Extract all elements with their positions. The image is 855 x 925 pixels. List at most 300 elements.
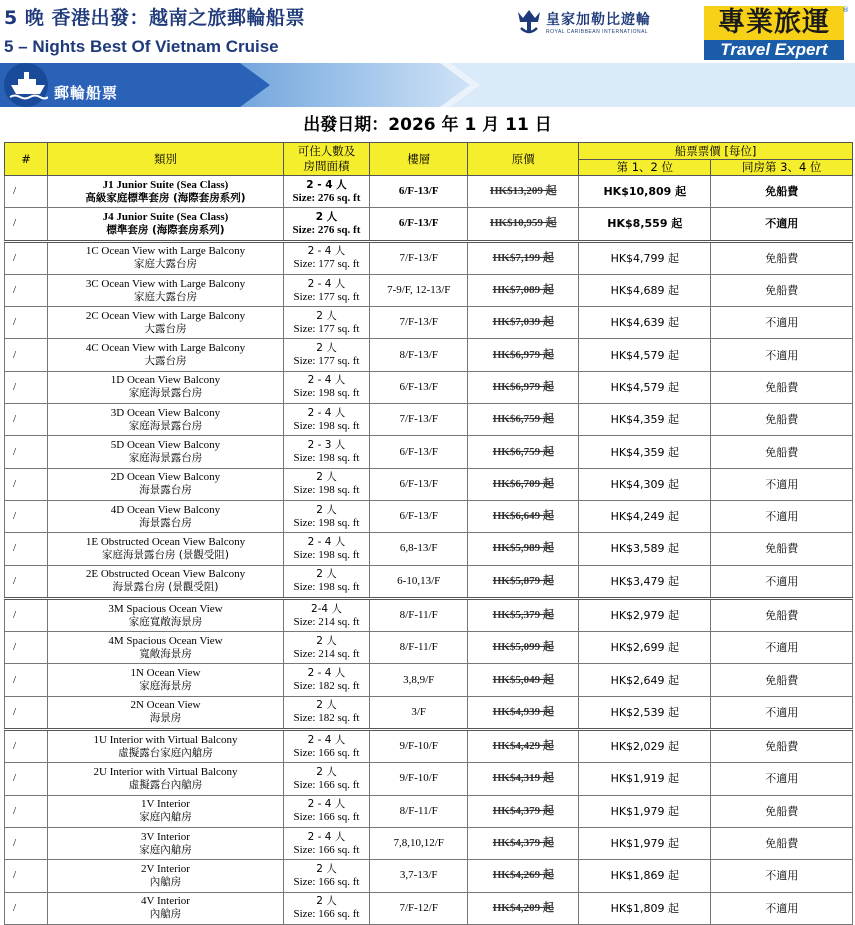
table-row (5, 827, 853, 859)
row-capacity (283, 664, 369, 696)
row-capacity (283, 565, 369, 598)
row-deck: 8/F-11/F (370, 598, 468, 631)
row-fare-12: HK$4,639 起 (579, 307, 711, 339)
table-row (5, 730, 853, 763)
row-deck: 6/F-13/F (370, 500, 468, 532)
row-deck: 3,8,9/F (370, 664, 468, 696)
row-type-zh: 虛擬露台家庭內艙房 (118, 746, 213, 759)
row-original-price: HK$6,979 起 (468, 339, 579, 371)
table-row (5, 274, 853, 306)
row-fare-12: HK$3,479 起 (579, 565, 711, 598)
table-row (5, 565, 853, 598)
te-logo-zh: 專業旅運 (704, 6, 844, 40)
row-type-en: 2E Obstructed Ocean View Balcony (85, 568, 246, 581)
row-original-price: HK$7,199 起 (468, 241, 579, 274)
row-deck: 6/F-13/F (370, 208, 468, 241)
row-type-en: 2N Ocean View (130, 699, 201, 712)
row-fare-12: HK$4,249 起 (579, 500, 711, 532)
row-fare-12: HK$4,359 起 (579, 404, 711, 436)
row-capacity (283, 339, 369, 371)
row-fare-12: HK$4,689 起 (579, 274, 711, 306)
row-type (48, 404, 284, 436)
row-original-price: HK$6,709 起 (468, 468, 579, 500)
row-type-zh: 內艙房 (149, 908, 182, 921)
row-type-zh: 虛擬露台內艙房 (128, 778, 203, 791)
row-capacity-persons: 2 人 (316, 309, 337, 322)
row-type-en: 2V Interior (140, 862, 190, 875)
row-capacity-size: Size: 198 sq. ft (293, 484, 360, 497)
row-fare-34: 不適用 (711, 763, 853, 795)
row-type-en: 2U Interior with Virtual Balcony (93, 765, 238, 778)
row-num: / (5, 730, 48, 763)
row-num: / (5, 892, 48, 924)
row-fare-34: 免船費 (711, 664, 853, 696)
row-type-en: 2D Ocean View Balcony (110, 471, 221, 484)
row-type (48, 565, 284, 598)
te-logo-reg: ® (842, 6, 849, 14)
row-capacity-persons: 2 人 (316, 634, 337, 647)
row-type-en: 1U Interior with Virtual Balcony (93, 733, 238, 746)
row-capacity-size: Size: 166 sq. ft (293, 811, 360, 824)
row-type-zh: 家庭寬敞海景房 (128, 615, 203, 628)
row-capacity-size: Size: 198 sq. ft (293, 387, 360, 400)
row-capacity (283, 274, 369, 306)
header-capacity (283, 143, 369, 176)
row-type-zh: 家庭海景露台房 (128, 452, 203, 465)
row-fare-12: HK$1,919 起 (579, 763, 711, 795)
row-num: / (5, 632, 48, 664)
row-fare-34: 免船費 (711, 795, 853, 827)
row-capacity-persons: 2 人 (316, 699, 337, 712)
row-original-price: HK$7,089 起 (468, 274, 579, 306)
row-fare-12: HK$2,539 起 (579, 696, 711, 729)
row-original-price: HK$5,099 起 (468, 632, 579, 664)
row-fare-34: 不適用 (711, 468, 853, 500)
row-num: / (5, 404, 48, 436)
row-type-en: 5D Ocean View Balcony (110, 439, 221, 452)
row-type-en: 4M Spacious Ocean View (108, 634, 223, 647)
row-type (48, 436, 284, 468)
row-capacity-size: Size: 198 sq. ft (293, 548, 360, 561)
row-fare-12: HK$4,359 起 (579, 436, 711, 468)
row-type-zh: 海景露台房 (139, 484, 192, 497)
row-original-price: HK$6,759 起 (468, 404, 579, 436)
row-type-zh: 高級家庭標準套房 (海際套房系列) (85, 191, 246, 204)
row-capacity (283, 468, 369, 500)
row-fare-34: 不適用 (711, 307, 853, 339)
row-type-en: 1C Ocean View with Large Balcony (85, 245, 246, 258)
row-deck: 6/F-13/F (370, 176, 468, 208)
row-fare-34: 免船費 (711, 404, 853, 436)
row-num: / (5, 860, 48, 892)
row-capacity (283, 892, 369, 924)
row-type-zh: 內艙房 (149, 875, 182, 888)
table-row (5, 632, 853, 664)
row-deck: 7/F-13/F (370, 404, 468, 436)
row-type (48, 500, 284, 532)
row-deck: 6/F-13/F (370, 371, 468, 403)
row-fare-12: HK$4,799 起 (579, 241, 711, 274)
row-fare-34: 免船費 (711, 371, 853, 403)
row-type-zh: 海景房 (149, 712, 182, 725)
row-type-en: 2C Ocean View with Large Balcony (85, 309, 246, 322)
row-type-zh: 家庭海景露台房 (景觀受阻) (101, 548, 229, 561)
row-deck: 3/F (370, 696, 468, 729)
row-capacity-size: Size: 177 sq. ft (293, 355, 360, 368)
row-capacity-size: Size: 166 sq. ft (293, 778, 360, 791)
row-type (48, 763, 284, 795)
row-fare-12: HK$4,309 起 (579, 468, 711, 500)
row-num: / (5, 565, 48, 598)
row-fare-34: 不適用 (711, 208, 853, 241)
row-capacity (283, 763, 369, 795)
row-capacity-persons: 2 - 4 人 (307, 277, 346, 290)
row-type-en: 1V Interior (140, 798, 190, 811)
row-fare-12: HK$1,869 起 (579, 860, 711, 892)
table-row (5, 241, 853, 274)
row-original-price: HK$4,939 起 (468, 696, 579, 729)
travel-expert-logo (704, 6, 849, 60)
row-fare-12: HK$2,699 起 (579, 632, 711, 664)
row-capacity-size: Size: 166 sq. ft (293, 908, 360, 921)
row-type-en: J4 Junior Suite (Sea Class) (102, 210, 229, 223)
row-deck: 7/F-13/F (370, 307, 468, 339)
row-num: / (5, 307, 48, 339)
row-num: / (5, 339, 48, 371)
row-deck: 6,8-13/F (370, 533, 468, 565)
row-type-zh: 大露台房 (144, 355, 187, 368)
row-deck: 8/F-11/F (370, 632, 468, 664)
row-capacity (283, 436, 369, 468)
rc-logo-zh: 皇家加勒比遊輪 (546, 12, 651, 28)
header-num: # (5, 143, 48, 176)
row-original-price: HK$5,989 起 (468, 533, 579, 565)
row-type (48, 795, 284, 827)
row-num: / (5, 274, 48, 306)
row-type (48, 274, 284, 306)
row-fare-34: 免船費 (711, 827, 853, 859)
row-capacity-persons: 2 人 (316, 471, 337, 484)
row-capacity-size: Size: 182 sq. ft (293, 712, 360, 725)
header-capacity-2: 房間面積 (303, 159, 350, 173)
header-deck: 樓層 (370, 143, 468, 176)
row-type-en: 1N Ocean View (130, 667, 201, 680)
header-original: 原價 (468, 143, 579, 176)
row-fare-12: HK$10,809 起 (579, 176, 711, 208)
row-num: / (5, 763, 48, 795)
row-fare-34: 不適用 (711, 892, 853, 924)
table-row (5, 371, 853, 403)
row-capacity-persons: 2 人 (316, 342, 337, 355)
row-type-zh: 標準套房 (海際套房系列) (106, 223, 225, 236)
row-fare-34: 不適用 (711, 565, 853, 598)
row-type-en: 3V Interior (140, 830, 190, 843)
row-fare-12: HK$2,649 起 (579, 664, 711, 696)
row-capacity-persons: 2-4 人 (310, 602, 342, 615)
row-fare-34: 不適用 (711, 339, 853, 371)
row-type-zh: 寬敞海景房 (139, 647, 192, 660)
row-capacity (283, 241, 369, 274)
row-fare-34: 不適用 (711, 632, 853, 664)
crown-anchor-icon (516, 8, 542, 36)
header-fare-12: 第 1、2 位 (579, 160, 711, 176)
row-fare-12: HK$1,979 起 (579, 827, 711, 859)
row-num: / (5, 598, 48, 631)
row-deck: 7,8,10,12/F (370, 827, 468, 859)
table-row (5, 598, 853, 631)
row-capacity (283, 208, 369, 241)
page-title-zh: 5 晚 香港出發：越南之旅郵輪船票 (4, 7, 305, 29)
row-capacity (283, 307, 369, 339)
row-capacity (283, 176, 369, 208)
row-fare-12: HK$4,579 起 (579, 339, 711, 371)
row-type-zh: 家庭內艙房 (139, 811, 192, 824)
row-capacity-size: Size: 166 sq. ft (293, 875, 360, 888)
row-capacity (283, 827, 369, 859)
row-original-price: HK$10,959 起 (468, 208, 579, 241)
row-capacity-persons: 2 - 4 人 (307, 535, 346, 548)
fare-table (4, 142, 853, 925)
table-row (5, 176, 853, 208)
row-num: / (5, 533, 48, 565)
section-banner (0, 63, 855, 107)
row-fare-12: HK$1,809 起 (579, 892, 711, 924)
row-type-zh: 家庭海景房 (139, 680, 192, 693)
row-fare-34: 免船費 (711, 533, 853, 565)
row-original-price: HK$7,039 起 (468, 307, 579, 339)
row-type (48, 730, 284, 763)
te-logo-en: Travel Expert (704, 40, 844, 60)
header-fare-group: 船票票價 [每位] (579, 143, 853, 160)
row-deck: 9/F-10/F (370, 763, 468, 795)
row-num: / (5, 241, 48, 274)
row-original-price: HK$4,209 起 (468, 892, 579, 924)
row-type-en: 4V Interior (140, 895, 190, 908)
row-type-en: 1D Ocean View Balcony (110, 374, 221, 387)
row-num: / (5, 795, 48, 827)
row-fare-34: 免船費 (711, 436, 853, 468)
table-row (5, 404, 853, 436)
row-type-zh: 大露台房 (144, 322, 187, 335)
row-num: / (5, 827, 48, 859)
table-row (5, 696, 853, 729)
row-type (48, 176, 284, 208)
row-fare-34: 免船費 (711, 730, 853, 763)
row-capacity-persons: 2 - 4 人 (307, 830, 346, 843)
row-type-zh: 家庭大露台房 (133, 258, 197, 271)
row-type (48, 307, 284, 339)
row-type (48, 208, 284, 241)
row-original-price: HK$4,429 起 (468, 730, 579, 763)
row-capacity-persons: 2 - 4 人 (307, 667, 346, 680)
table-row (5, 468, 853, 500)
row-capacity (283, 696, 369, 729)
row-deck: 7/F-12/F (370, 892, 468, 924)
row-type-zh: 家庭海景露台房 (128, 387, 203, 400)
row-type (48, 533, 284, 565)
row-original-price: HK$5,379 起 (468, 598, 579, 631)
table-row (5, 795, 853, 827)
row-original-price: HK$5,049 起 (468, 664, 579, 696)
row-capacity-persons: 2 - 4 人 (306, 178, 347, 191)
row-capacity-size: Size: 198 sq. ft (293, 452, 360, 465)
row-capacity-size: Size: 166 sq. ft (293, 746, 360, 759)
row-capacity (283, 500, 369, 532)
row-capacity-size: Size: 182 sq. ft (293, 680, 360, 693)
row-capacity-persons: 2 人 (316, 895, 337, 908)
page-title-en: 5 – Nights Best Of Vietnam Cruise (4, 37, 279, 56)
row-capacity-size: Size: 276 sq. ft (292, 223, 361, 236)
row-fare-12: HK$2,979 起 (579, 598, 711, 631)
row-deck: 7/F-13/F (370, 241, 468, 274)
row-type-zh: 海景露台房 (景觀受阻) (112, 581, 219, 594)
row-capacity (283, 371, 369, 403)
row-capacity (283, 404, 369, 436)
row-type-en: 4C Ocean View with Large Balcony (85, 342, 246, 355)
row-num: / (5, 176, 48, 208)
row-original-price: HK$5,879 起 (468, 565, 579, 598)
row-capacity-size: Size: 198 sq. ft (293, 516, 360, 529)
ship-icon (8, 70, 48, 102)
section-banner-label: 郵輪船票 (54, 84, 119, 102)
row-num: / (5, 664, 48, 696)
table-row (5, 500, 853, 532)
row-capacity-persons: 2 人 (316, 765, 337, 778)
row-capacity (283, 730, 369, 763)
row-capacity-persons: 2 - 4 人 (307, 374, 346, 387)
row-capacity-size: Size: 198 sq. ft (293, 581, 360, 594)
row-capacity-persons: 2 人 (316, 503, 337, 516)
row-original-price: HK$6,759 起 (468, 436, 579, 468)
row-original-price: HK$13,209 起 (468, 176, 579, 208)
row-fare-12: HK$8,559 起 (579, 208, 711, 241)
row-type-en: J1 Junior Suite (Sea Class) (102, 178, 229, 191)
row-fare-34: 不適用 (711, 860, 853, 892)
row-num: / (5, 500, 48, 532)
row-original-price: HK$4,379 起 (468, 795, 579, 827)
row-type-en: 3C Ocean View with Large Balcony (85, 277, 246, 290)
row-type-zh: 家庭海景露台房 (128, 419, 203, 432)
row-deck: 6-10,13/F (370, 565, 468, 598)
row-capacity-size: Size: 166 sq. ft (293, 843, 360, 856)
row-capacity (283, 795, 369, 827)
row-type-zh: 家庭內艙房 (139, 843, 192, 856)
row-capacity-persons: 2 人 (316, 568, 337, 581)
row-capacity-persons: 2 - 4 人 (307, 245, 346, 258)
row-type (48, 892, 284, 924)
row-capacity (283, 860, 369, 892)
table-row (5, 307, 853, 339)
row-fare-12: HK$1,979 起 (579, 795, 711, 827)
row-fare-34: 免船費 (711, 241, 853, 274)
row-capacity-persons: 2 - 4 人 (307, 733, 346, 746)
row-capacity-persons: 2 - 4 人 (307, 798, 346, 811)
row-type-en: 1E Obstructed Ocean View Balcony (85, 535, 246, 548)
row-num: / (5, 208, 48, 241)
row-type (48, 468, 284, 500)
row-original-price: HK$6,649 起 (468, 500, 579, 532)
row-type (48, 598, 284, 631)
row-type-en: 3D Ocean View Balcony (110, 406, 221, 419)
row-type (48, 339, 284, 371)
row-capacity-persons: 2 人 (316, 862, 337, 875)
row-type (48, 241, 284, 274)
row-capacity (283, 598, 369, 631)
rc-logo-en: ROYAL CARIBBEAN INTERNATIONAL (546, 29, 649, 35)
row-capacity-size: Size: 214 sq. ft (293, 615, 360, 628)
row-type-en: 3M Spacious Ocean View (108, 602, 223, 615)
row-deck: 6/F-13/F (370, 436, 468, 468)
row-original-price: HK$6,979 起 (468, 371, 579, 403)
row-deck: 8/F-11/F (370, 795, 468, 827)
row-capacity-persons: 2 人 (315, 210, 338, 223)
row-fare-34: 免船費 (711, 598, 853, 631)
row-type (48, 632, 284, 664)
row-deck: 9/F-10/F (370, 730, 468, 763)
row-deck: 6/F-13/F (370, 468, 468, 500)
row-type-zh: 家庭大露台房 (133, 290, 197, 303)
row-deck: 7-9/F, 12-13/F (370, 274, 468, 306)
row-original-price: HK$4,379 起 (468, 827, 579, 859)
row-type-zh: 海景露台房 (139, 516, 192, 529)
row-original-price: HK$4,319 起 (468, 763, 579, 795)
header-capacity-1: 可住人數及 (297, 144, 356, 158)
row-capacity-size: Size: 177 sq. ft (293, 258, 360, 271)
row-num: / (5, 696, 48, 729)
table-row (5, 339, 853, 371)
row-num: / (5, 468, 48, 500)
table-row (5, 763, 853, 795)
row-type (48, 664, 284, 696)
row-type (48, 371, 284, 403)
table-row (5, 892, 853, 924)
row-num: / (5, 436, 48, 468)
row-capacity (283, 632, 369, 664)
table-row (5, 533, 853, 565)
row-fare-34: 不適用 (711, 696, 853, 729)
row-type (48, 827, 284, 859)
row-capacity-size: Size: 198 sq. ft (293, 419, 360, 432)
table-row (5, 664, 853, 696)
row-deck: 8/F-13/F (370, 339, 468, 371)
row-capacity-size: Size: 214 sq. ft (293, 647, 360, 660)
row-capacity-size: Size: 177 sq. ft (293, 290, 360, 303)
row-fare-12: HK$2,029 起 (579, 730, 711, 763)
table-row (5, 208, 853, 241)
row-capacity-size: Size: 177 sq. ft (293, 322, 360, 335)
header-type: 類別 (48, 143, 284, 176)
row-type-en: 4D Ocean View Balcony (110, 503, 221, 516)
row-num: / (5, 371, 48, 403)
row-type (48, 696, 284, 729)
row-fare-34: 免船費 (711, 274, 853, 306)
row-type (48, 860, 284, 892)
row-capacity (283, 533, 369, 565)
row-original-price: HK$4,269 起 (468, 860, 579, 892)
row-capacity-size: Size: 276 sq. ft (292, 191, 361, 204)
table-row (5, 436, 853, 468)
royal-caribbean-logo (516, 8, 651, 36)
row-fare-34: 免船費 (711, 176, 853, 208)
row-deck: 3,7-13/F (370, 860, 468, 892)
row-capacity-persons: 2 - 3 人 (307, 439, 346, 452)
row-fare-34: 不適用 (711, 500, 853, 532)
table-row (5, 860, 853, 892)
departure-date: 出發日期：2026 年 1 月 11 日 (303, 115, 552, 135)
header-fare-34: 同房第 3、4 位 (711, 160, 853, 176)
row-fare-12: HK$3,589 起 (579, 533, 711, 565)
row-capacity-persons: 2 - 4 人 (307, 406, 346, 419)
